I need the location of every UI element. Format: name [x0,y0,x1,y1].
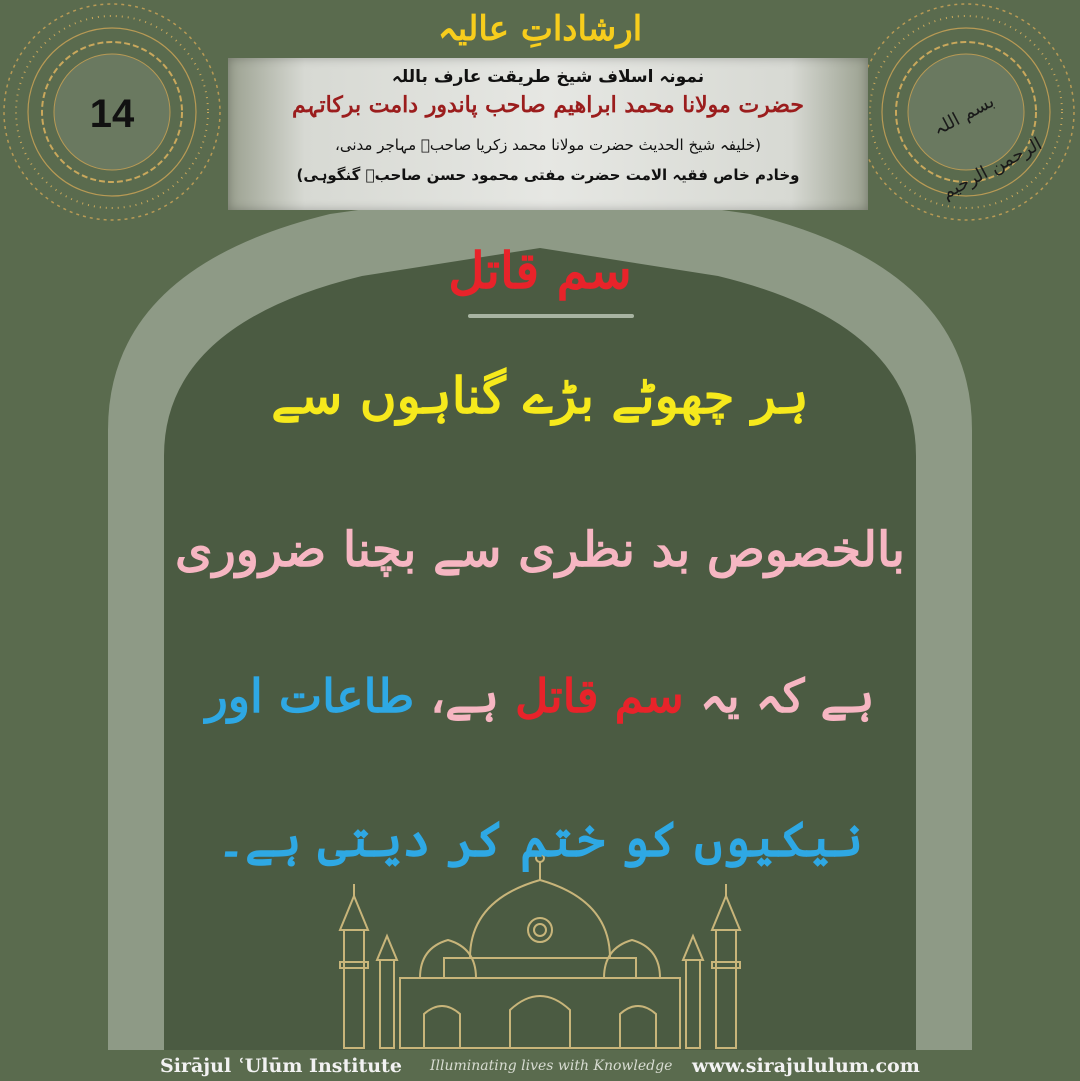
info-subtitle: نمونہ اسلاف شیخ طریقت عارف باللہ [391,67,705,87]
title-divider [468,314,634,318]
footer-website-link[interactable]: www.sirajululum.com [692,1055,920,1077]
header-title: ارشاداتِ عالیہ [437,9,643,49]
scholar-info-panel [228,58,868,210]
quote-line-2: بالخصوص بد نظری سے بچنا ضروری [175,522,905,578]
scholar-credential-1: (خلیفہ شیخ الحدیث حضرت مولانا محمد زکریا صاحبؒ مہاجر مدنی، [335,136,761,154]
quote-line-3 [170,656,910,736]
scholar-name: حضرت مولانا محمد ابراھیم صاحب پاندور دامت برکاتہم [291,92,804,118]
footer-tagline: Illuminating lives with Knowledge [430,1058,673,1074]
quote-line-4: نیکیوں کو ختم کر دیتی ہے۔ [216,812,864,868]
quote-line-3-part-3: طاعات اور [205,669,415,723]
post-number-badge: 14 [89,92,135,136]
quote-title: سم قاتل [448,241,632,300]
quote-line-3-part-2: ہے، [430,669,499,723]
scholar-credential-2: وخادم خاص فقیہ الامت حضرت مفتی محمود حسن صاحبؒ گنگوہی) [296,166,800,184]
quote-line-3-emphasis: سم قاتل [515,669,684,723]
bismillah-calligraphy: بسم اللہ الرحمن الرحیم [929,90,1046,204]
quote-line-3-part-1: ہے کہ یہ [699,669,875,723]
quote-line-1: ہر چھوٹے بڑے گناہوں سے [271,366,809,425]
footer-institute-name: Sirājul ʿUlūm Institute [160,1055,402,1077]
